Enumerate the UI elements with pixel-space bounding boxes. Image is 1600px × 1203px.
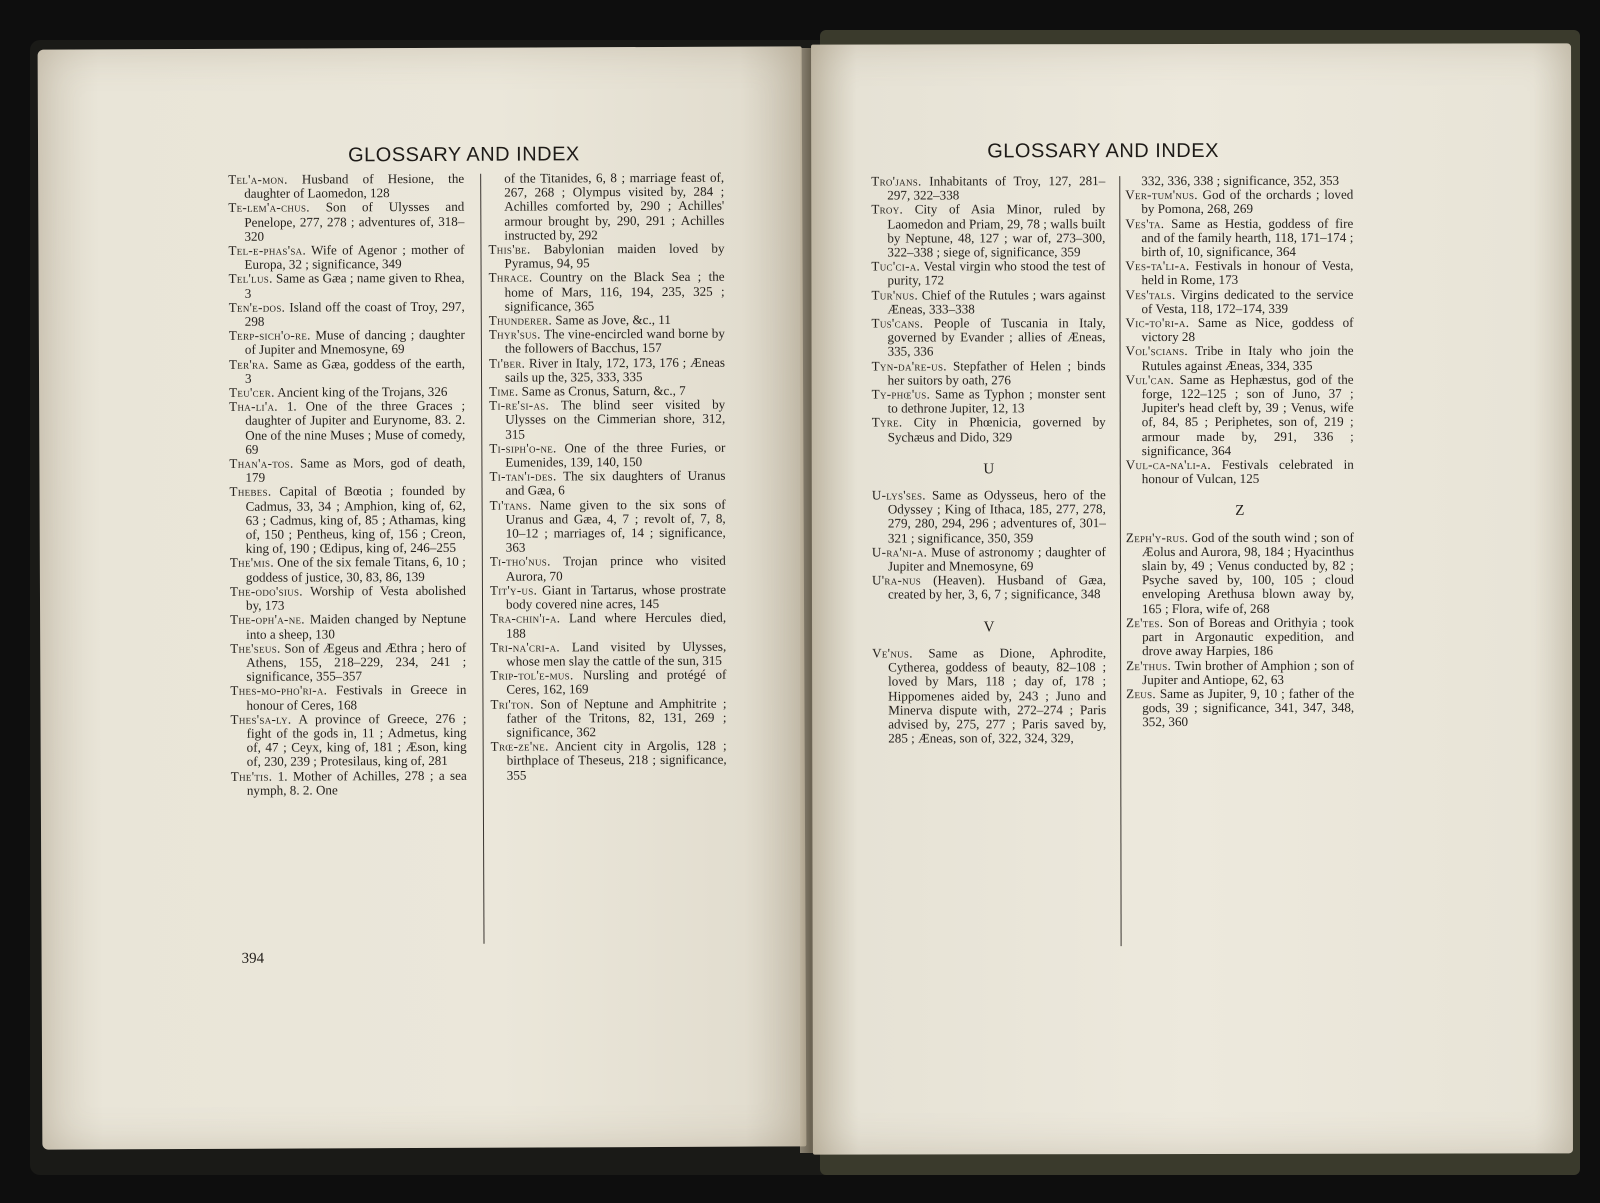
entry-headword: Ves'ta.	[1125, 215, 1165, 231]
entry-text: Same as Jove, &c., 11	[552, 311, 671, 328]
entry-headword: Ty-phœ'us.	[871, 386, 931, 402]
entry-headword: U-lys'ses.	[871, 487, 926, 503]
entry-text: City of Asia Minor, ruled by Laomedon and Priam, 29, 78 ; walls built by Neptune, 48, 127 ; war of, 273–300, 322–338 ; siege of, significance, 359	[887, 201, 1106, 260]
entry-text: Same as Cronus, Saturn, &c., 7	[518, 382, 686, 399]
entry-headword: The-oph'a-ne.	[230, 611, 305, 628]
index-entry	[230, 712, 466, 770]
entry-headword: Tyre.	[871, 414, 903, 431]
index-entry	[872, 488, 1106, 545]
index-entry	[871, 203, 1105, 260]
index-entry	[1125, 259, 1353, 288]
entry-text: 1. Mother of Achilles, 278 ; a sea nymph, 8. 2. One	[246, 767, 467, 798]
entry-headword: Tit'y-us.	[489, 582, 538, 598]
entry-headword: Ti-re'si-as.	[489, 397, 550, 413]
entry-headword: Ver-tum'nus.	[1125, 187, 1198, 203]
left-column-1	[228, 172, 467, 798]
entry-headword: Tro'jans.	[871, 173, 922, 189]
entry-headword: Tel'a-mon.	[228, 171, 288, 187]
entry-text: Same as Jupiter, 9, 10 ; father of the gods, 39 ; significance, 341, 347, 348, 352, 360	[1142, 685, 1355, 730]
index-entry	[872, 646, 1106, 746]
index-entry	[1125, 188, 1353, 217]
entry-headword: Ten'e-dos.	[228, 299, 286, 315]
entry-text: People of Tuscania in Italy, governed by Evander ; allies of Æneas, 335, 336	[887, 315, 1106, 359]
entry-text: Same as Mors, god of death, 179	[245, 454, 466, 486]
index-entry	[230, 584, 466, 613]
index-entry	[228, 243, 464, 272]
entry-headword: Te-lem'a-chus.	[228, 199, 310, 216]
entry-text: Ancient city in Argolis, 128 ; birthplace of Theseus, 218 ; significance, 355	[506, 737, 727, 783]
index-entry	[1126, 616, 1354, 659]
right-column-2	[1125, 174, 1354, 730]
entry-headword: Troy.	[871, 201, 904, 217]
column-divider	[1119, 176, 1121, 946]
entry-text: of the Titanides, 6, 8 ; marriage feast of, 267, 268 ; Olympus visited by, 284 ; Achilles comforted by, 290 ; Achilles' armour brought by, 290, 291 ; Achilles instructed by, 292	[504, 169, 725, 243]
right-page-title: GLOSSARY AND INDEX	[987, 139, 1219, 163]
entry-headword: Tyn-da're-us.	[871, 358, 947, 374]
entry-text: Same as Nice, goddess of victory 28	[1141, 314, 1354, 345]
entry-headword: Thebes.	[229, 484, 272, 500]
entry-text: Land visited by Ulysses, whose men slay the cattle of the sun, 315	[506, 638, 727, 669]
entry-headword: Ve'nus.	[872, 645, 913, 661]
index-entry	[229, 356, 465, 385]
index-entry	[872, 416, 1106, 445]
index-entry	[229, 399, 465, 457]
index-entry	[489, 398, 725, 442]
entry-text: Country on the Black Sea ; the home of Mars, 116, 194, 235, 325 ; significance, 365	[504, 269, 725, 314]
index-entry	[491, 739, 727, 783]
entry-text: Ancient king of the Trojans, 326	[274, 383, 448, 400]
entry-headword: Thrace.	[488, 269, 533, 286]
entry-headword: Ti'tans.	[489, 497, 532, 513]
entry-text: Son of Ulysses and Penelope, 277, 278 ; adventures of, 318–320	[244, 199, 465, 244]
entry-text: Husband of Hesione, the daughter of Laomedon, 128	[244, 170, 465, 201]
entry-text: A province of Greece, 276 ; fight of the gods in, 11 ; Admetus, king of, 47 ; Ceyx, king of, 181 ; Æson, king of, 230, 239 ; Protesilaus, king of, 281	[246, 710, 467, 770]
entry-headword: Zeph'y-rus.	[1125, 529, 1189, 545]
index-entry	[1126, 316, 1354, 345]
index-entry	[1126, 687, 1354, 730]
entry-text: One of the six female Titans, 6, 10 ; goddess of justice, 30, 83, 86, 139	[245, 554, 466, 585]
entry-text: River in Italy, 172, 173, 176 ; Æneas sails up the, 325, 333, 335	[505, 354, 726, 385]
entry-headword: Tel'lus.	[228, 271, 273, 287]
entry-text: Same as Hestia, goddess of fire and of the family hearth, 118, 171–174 ; birth of, 10, significance, 364	[1141, 215, 1354, 260]
entry-headword: The'tis.	[230, 768, 273, 784]
index-entry	[872, 387, 1106, 416]
entry-headword: The'mis.	[229, 555, 274, 571]
entry-headword: Teu'cer.	[229, 384, 275, 400]
section-letter: V	[983, 619, 995, 636]
index-entry	[871, 259, 1105, 288]
entry-text: Inhabitants of Troy, 127, 281–297, 322–338	[887, 173, 1106, 203]
entry-headword: This'be.	[488, 241, 531, 257]
entry-headword: Tus'cans.	[871, 315, 924, 331]
entry-text: Muse of astronomy ; daughter of Jupiter and Mnemosyne, 69	[887, 544, 1106, 574]
entry-text: Giant in Tartarus, whose prostrate body covered nine acres, 145	[505, 581, 726, 612]
entry-text: The six daughters of Uranus and Gæa, 6	[505, 467, 726, 499]
entry-headword: Tri-na'cri-a.	[490, 639, 561, 655]
entry-text: Island off the coast of Troy, 297, 298	[244, 298, 465, 329]
index-entry	[490, 611, 726, 640]
entry-headword: The'seus.	[230, 640, 281, 656]
index-entry	[872, 573, 1106, 602]
index-entry	[228, 200, 464, 244]
column-divider	[480, 174, 484, 944]
index-entry	[489, 327, 725, 356]
index-entry	[872, 545, 1106, 574]
entry-headword: Tra-chin'i-a.	[490, 610, 561, 626]
entry-headword: Ves'tals.	[1125, 286, 1176, 302]
section-letter: U	[983, 461, 995, 478]
entry-headword: Tri'ton.	[490, 696, 534, 712]
index-entry	[489, 355, 725, 384]
entry-text: (Heaven). Husband of Gæa, created by her, 3, 6, 7 ; significance, 348	[887, 572, 1106, 603]
entry-headword: Tur'nus.	[871, 287, 919, 303]
entry-text: Name given to the six sons of Uranus and Gæa, 4, 7 ; revolt of, 7, 8, 10–12 ; marriages of, 14 ; significance, 363	[505, 496, 726, 555]
entry-headword: Trœ-ze'ne.	[490, 738, 549, 754]
entry-text: God of the orchards ; loved by Pomona, 268, 269	[1141, 186, 1354, 217]
entry-text: Muse of dancing ; daughter of Jupiter and Mnemosyne, 69	[244, 327, 465, 358]
entry-headword: Ti-tan'i-des.	[489, 468, 557, 484]
entry-text: Stepfather of Helen ; binds her suitors by oath, 276	[887, 357, 1106, 388]
index-entry	[489, 441, 725, 470]
left-column-2	[488, 171, 727, 783]
index-entry	[490, 668, 726, 697]
index-entry	[871, 288, 1105, 317]
index-entry	[229, 271, 465, 300]
entry-text: Maiden changed by Neptune into a sheep, 130	[246, 611, 467, 642]
index-entry	[230, 612, 466, 641]
entry-text: Festivals celebrated in honour of Vulcan, 125	[1141, 456, 1354, 487]
index-entry	[872, 359, 1106, 388]
index-entry	[1126, 658, 1354, 687]
entry-headword: Thes-mo-pho'ri-a.	[230, 682, 328, 699]
entry-text: Nursling and protégé of Ceres, 162, 169	[506, 666, 727, 697]
entry-headword: U-ra'ni-a.	[871, 544, 928, 560]
entry-text: Same as Hephæstus, god of the forge, 122–125 ; son of Juno, 37 ; Jupiter's head cleft by, 39 ; Venus, wife of, 84, 85 ; Periphetes, son of, 219 ; armour made by, 291, 336 ; significance, 364	[1141, 371, 1354, 458]
index-entry	[872, 316, 1106, 359]
index-entry	[1125, 216, 1353, 259]
entry-headword: Ze'thus.	[1126, 657, 1172, 673]
index-entry	[229, 328, 465, 357]
entry-headword: Vol'scians.	[1125, 343, 1188, 359]
entry-headword: Thunderer.	[488, 312, 553, 328]
entry-text: Same as Typhon ; monster sent to dethrone Jupiter, 12, 13	[887, 386, 1106, 416]
entry-text: Twin brother of Amphion ; son of Jupiter and Antiope, 62, 63	[1142, 657, 1355, 687]
entry-text: God of the south wind ; son of Æolus and Aurora, 98, 184 ; Hyacinthus slain by, 49 ; Venus conducted by, 82 ; Psyche saved by, 100, 105 ; cloud enveloping Arethusa blown away by, 165 ; Flora, wife of, 268	[1141, 529, 1355, 616]
entry-headword: Thes'sa-ly.	[230, 711, 292, 727]
entry-headword: Ti-siph'o-ne.	[489, 440, 557, 456]
index-entry	[229, 300, 465, 329]
entry-headword: The-odo'sius.	[229, 583, 303, 599]
entry-text: Vestal virgin who stood the test of purity, 172	[887, 258, 1106, 288]
entry-text: Worship of Vesta abolished by, 173	[245, 582, 466, 613]
entry-headword: Vul-ca-na'li-a.	[1125, 457, 1211, 473]
index-entry	[1126, 373, 1354, 459]
index-entry	[871, 174, 1105, 203]
entry-text: Tribe in Italy who join the Rutules against Æneas, 334, 335	[1141, 343, 1354, 373]
left-page	[38, 46, 807, 1149]
entry-text: 1. One of the three Graces ; daughter of Jupiter and Eurynome, 83. 2. One of the nine Muses ; Muse of comedy, 69	[245, 398, 466, 457]
entry-text: Son of Ægeus and Æthra ; hero of Athens, 155, 218–229, 234, 241 ; significance, 355–357	[246, 639, 467, 684]
index-entry	[490, 554, 726, 583]
entry-headword: Zeus.	[1126, 685, 1156, 702]
index-entry	[1125, 287, 1353, 316]
index-entry	[231, 768, 467, 797]
index-entry	[1126, 344, 1354, 373]
entry-headword: Thyr'sus.	[488, 326, 541, 342]
entry-headword: Time.	[489, 383, 519, 399]
entry-text: Chief of the Rutules ; wars against Æneas, 333–338	[887, 286, 1106, 317]
index-entry	[489, 469, 725, 498]
entry-headword: Ze'tes.	[1126, 614, 1164, 631]
index-entry	[489, 270, 725, 314]
entry-headword: Tuc'ci-a.	[871, 258, 921, 274]
entry-text: Son of Neptune and Amphitrite ; father of the Tritons, 82, 131, 269 ; significance, 362	[506, 695, 727, 740]
entry-text: One of the three Furies, or Eumenides, 139, 140, 150	[505, 439, 726, 470]
page-number: 394	[241, 950, 265, 967]
index-entry	[229, 456, 465, 485]
entry-headword: Vul'can.	[1125, 371, 1175, 387]
entry-headword: Terp-sich'o-re.	[228, 327, 311, 344]
entry-text: City in Phœnicia, governed by Sychæus and Dido, 329	[887, 414, 1106, 445]
entry-headword: U'ra-nus	[871, 572, 922, 588]
entry-text: Festivals in Greece in honour of Ceres, 168	[246, 682, 467, 713]
right-page	[811, 43, 1573, 1154]
entry-text: Land where Hercules died, 188	[506, 609, 727, 641]
index-entry	[230, 683, 466, 712]
index-entry	[230, 555, 466, 584]
entry-text: 332, 336, 338 ; significance, 352, 353	[1141, 172, 1340, 189]
index-entry	[228, 172, 464, 201]
entry-text: Trojan prince who visited Aurora, 70	[505, 553, 726, 584]
index-entry	[1126, 458, 1354, 487]
entry-text: Same as Gæa ; name given to Rhea, 3	[244, 270, 465, 301]
entry-text: Babylonian maiden loved by Pyramus, 94, 95	[504, 240, 725, 271]
entry-text: Capital of Bœotia ; founded by Cadmus, 33, 34 ; Amphion, king of, 62, 63 ; Cadmus, king of, 85 ; Athamas, king of, 150 ; Pentheus, king of, 156 ; Creon, king of, 190 ; Œdipus, king of, 246–255	[245, 483, 466, 557]
entry-text: Same as Odysseus, hero of the Odyssey ; King of Ithaca, 185, 277, 278, 279, 280, 294, 296 ; adventures of, 301–321 ; significance, 350, 359	[887, 487, 1106, 546]
entry-text: Festivals in honour of Vesta, held in Rome, 173	[1141, 257, 1354, 288]
right-column-1	[871, 174, 1106, 746]
index-entry	[488, 242, 724, 271]
index-entry	[488, 171, 724, 243]
left-page-title: GLOSSARY AND INDEX	[348, 143, 580, 167]
entry-text: Same as Dione, Aphrodite, Cytherea, goddess of beauty, 82–108 ; loved by Mars, 118 ; day of, 178 ; Hippomenes aided by, 243 ; Juno and Minerva dispute with, 272–274 ; Paris advised by, 275, 277 ; Paris saved by, 285 ; Æneas, son of, 322, 324, 329,	[888, 645, 1107, 746]
index-entry	[490, 583, 726, 612]
index-entry	[230, 641, 466, 685]
entry-headword: Ves-ta'li-a.	[1125, 258, 1190, 274]
entry-headword: Vic-to'ri-a.	[1125, 315, 1190, 331]
entry-headword: Ti'ber.	[488, 355, 526, 371]
entry-text: The vine-encircled wand borne by the followers of Bacchus, 157	[504, 325, 725, 357]
entry-headword: Tel-e-phas'sa.	[228, 242, 307, 258]
index-entry	[230, 484, 466, 556]
index-entry	[490, 639, 726, 668]
entry-headword: Ti-tho'nus.	[489, 553, 551, 570]
entry-text: Same as Gæa, goddess of the earth, 3	[245, 355, 466, 386]
entry-text: The blind seer visited by Ulysses on the Cimmerian shore, 312, 315	[505, 396, 726, 442]
entry-headword: Ter'ra.	[228, 356, 269, 372]
entry-text: Wife of Agenor ; mother of Europa, 32 ; significance, 349	[244, 241, 465, 272]
index-entry	[490, 497, 726, 555]
entry-headword: Trip-tol'e-mus.	[490, 667, 574, 683]
entry-headword: Than'a-tos.	[229, 455, 294, 471]
section-letter: Z	[1235, 503, 1245, 520]
index-entry	[490, 696, 726, 740]
entry-headword: Tha-li'a.	[229, 398, 278, 415]
index-entry	[1126, 530, 1354, 616]
entry-text: Son of Boreas and Orithyia ; took part in Argonautic expedition, and drove away Harpies, 186	[1142, 614, 1355, 659]
entry-text: Virgins dedicated to the service of Vesta, 118, 172–174, 339	[1141, 286, 1354, 316]
